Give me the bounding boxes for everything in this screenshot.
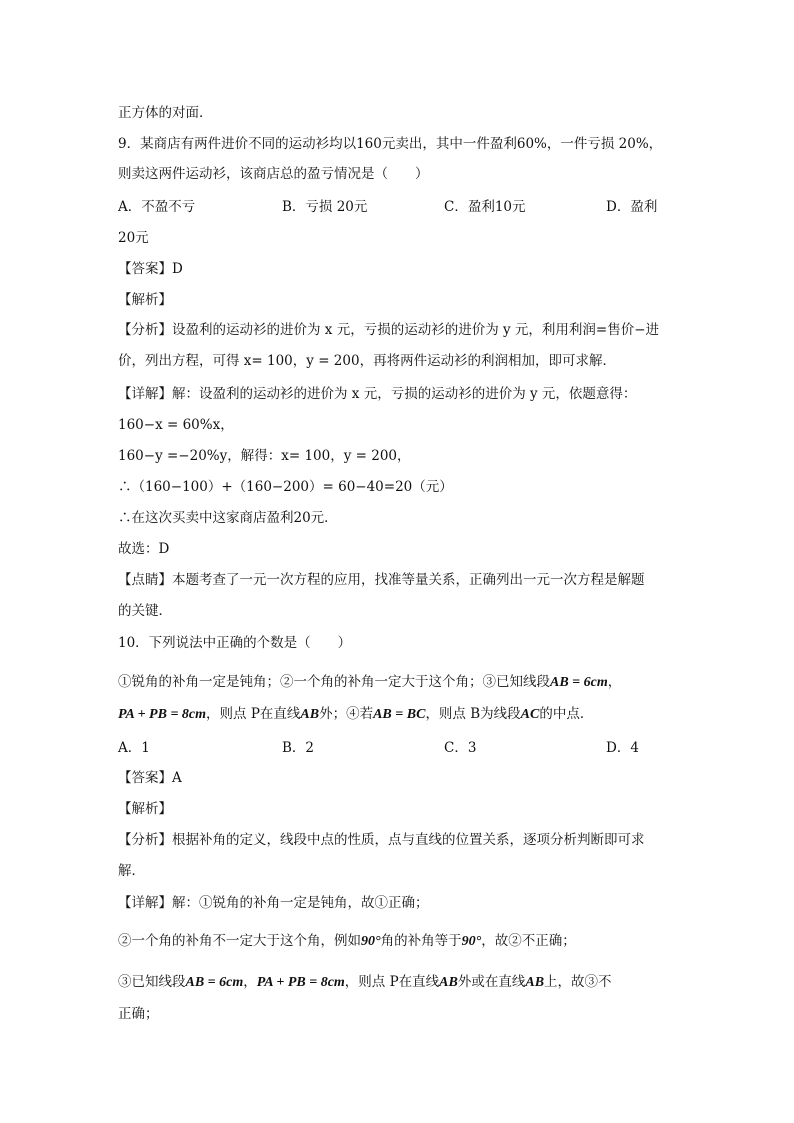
math-ab: AB — [300, 707, 320, 722]
q10-detail-2 — [118, 931, 576, 952]
q10-text: 上，故③不 — [544, 974, 612, 990]
q10-statement-line-2 — [118, 704, 593, 725]
q10-detail-1: 【详解】解：①锐角的补角一定是钝角，故①正确； — [118, 895, 429, 911]
q10-text: ，故②不正确； — [481, 933, 576, 949]
math-pa-pb-8cm: PA + PB = 8cm — [256, 975, 345, 990]
q10-analysis: 【分析】根据补角的定义，线段中点的性质，点与直线的位置关系，逐项分析判断即可求 — [118, 832, 645, 848]
q9-conclusion: ∴在这次买卖中这家商店盈利20元． — [118, 510, 338, 526]
q9-equation-2: 160−y =−20%y，解得：x= 100，y = 200， — [118, 448, 411, 464]
q9-choice: 故选：D — [118, 541, 170, 557]
question-10-stem: 10．下列说法中正确的个数是（ ） — [118, 635, 352, 651]
q9-option-c: C．盈利10元 — [444, 199, 526, 215]
q10-detail-3 — [118, 972, 612, 993]
q10-analysis-heading: 【解析】 — [118, 801, 172, 817]
math-ab: AB — [439, 975, 458, 990]
q9-option-d-cont: 20元 — [118, 230, 149, 246]
q10-text: ②一个角的补角不一定大于这个角，例如 — [118, 933, 361, 949]
math-ab-6cm: AB = 6cm — [550, 675, 608, 690]
question-9-stem-cont: 则卖这两件运动衫，该商店总的盈亏情况是（ ） — [118, 166, 429, 182]
q10-text: 外；④若 — [319, 706, 374, 722]
q9-comment: 【点睛】本题考查了一元一次方程的应用，找准等量关系，正确列出一元一次方程是解题 — [118, 572, 645, 588]
q10-analysis-cont: 解． — [118, 863, 145, 879]
math-ab: AB — [525, 975, 545, 990]
q10-text: ，则点 P在直线 — [206, 706, 301, 722]
q10-text: ，则点 B为线段 — [425, 706, 521, 722]
q10-option-d: D．4 — [606, 740, 639, 756]
q9-analysis-cont: 价，列出方程，可得 x= 100，y = 200，再将两件运动衫的利润相加，即可求解． — [118, 353, 617, 369]
q9-equation-3: ∴（160−100）+（160−200）= 60−40=20（元） — [118, 479, 453, 495]
q9-answer: 【答案】D — [118, 261, 183, 277]
q10-text: 外或在直线 — [457, 974, 526, 990]
q9-option-b: B．亏损 20元 — [282, 199, 368, 215]
q10-detail-3-cont: 正确； — [118, 1006, 159, 1022]
question-9-stem: 9．某商店有两件进价不同的运动衫均以160元卖出，其中一件盈利60%，一件亏损 20%， — [118, 136, 663, 152]
q10-text: ， — [243, 974, 257, 990]
q9-equation-1: 160−x = 60%x， — [118, 417, 234, 433]
q9-analysis-heading: 【解析】 — [118, 292, 172, 308]
math-ab-6cm: AB = 6cm — [185, 975, 244, 990]
q9-option-a: A．不盈不亏 — [118, 199, 196, 215]
q10-option-b: B．2 — [282, 740, 315, 756]
q10-text: ①锐角的补角一定是钝角；②一个角的补角一定大于这个角；③已知线段 — [118, 674, 550, 690]
q10-statement-line-1 — [118, 672, 621, 693]
q10-text: ，则点 P在直线 — [344, 974, 440, 990]
q9-option-d: D．盈利 — [606, 199, 658, 215]
q10-option-c: C．3 — [444, 740, 477, 756]
math-ac: AC — [520, 707, 540, 722]
q10-text: 角的补角等于 — [380, 933, 462, 949]
math-90-degrees: 90° — [461, 934, 482, 949]
q10-text: 的中点． — [539, 706, 594, 722]
text-line: 正方体的对面． — [118, 105, 213, 121]
q10-answer: 【答案】A — [118, 770, 182, 786]
q10-text: ， — [607, 674, 622, 690]
q9-detail: 【详解】解：设盈利的运动衫的进价为 x 元，亏损的运动衫的进价为 y 元，依题意得： — [118, 386, 637, 402]
q9-comment-cont: 的关键． — [118, 603, 172, 619]
math-pa-pb-8cm: PA + PB = 8cm — [118, 707, 207, 722]
math-90-degrees: 90° — [361, 934, 381, 949]
q10-option-a: A．1 — [118, 740, 150, 756]
q9-analysis: 【分析】设盈利的运动衫的进价为 x 元，亏损的运动衫的进价为 y 元，利用利润=售价−进 — [118, 322, 660, 338]
q10-text: ③已知线段 — [118, 974, 186, 990]
math-ab-bc: AB = BC — [373, 707, 426, 722]
